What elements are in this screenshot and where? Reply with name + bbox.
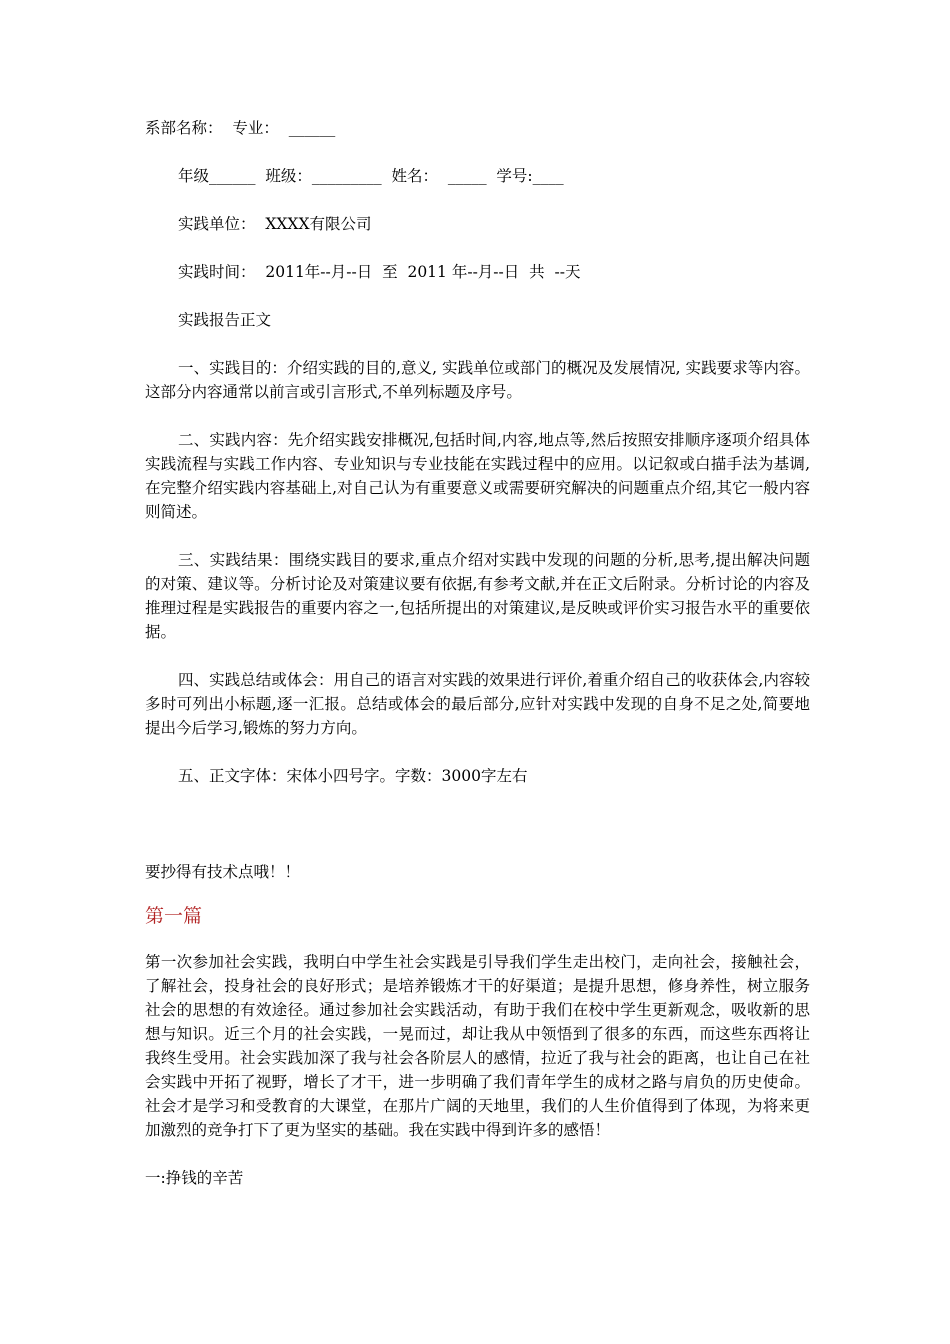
document-page <box>145 116 810 1190</box>
instruction-purpose: 一、实践目的：介绍实践的目的,意义, 实践单位或部门的概况及发展情况, 实践要求等内容。这部分内容通常以前言或引言形式,不单列标题及序号。 <box>145 359 810 401</box>
article-paragraph: 第一次参加社会实践，我明白中学生社会实践是引导我们学生走出校门，走向社会，接触社会，了解社会，投身社会的良好形式；是培养锻炼才干的好渠道；是提升思想，修身养性，树立服务社会的思想的有效途径。通过参加社会实践活动，有助于我们在校中学生更新观念，吸收新的思想与知识。近三个月的社会实践，一晃而过，却让我从中领悟到了很多的东西，而这些东西将让我终生受用。社会实践加深了我与社会各阶层人的感情，拉近了我与社会的距离，也让自己在社会实践中开拓了视野，增长了才干，进一步明确了我们青年学生的成材之路与肩负的历史使命。社会才是学习和受教育的大课堂，在那片广阔的天地里，我们的人生价值得到了体现，为将来更加激烈的竞争打下了更为坚实的基础。我在实践中得到许多的感悟！ <box>145 953 810 1139</box>
practice-unit-field: 实践单位： XXXX有限公司 <box>178 215 372 233</box>
department-major-field: 系部名称： 专业： ______ <box>145 119 336 137</box>
instruction-font: 五、正文字体：宋体小四号字。字数：3000字左右 <box>178 767 528 785</box>
section-heading: 第一篇 <box>145 905 203 927</box>
practice-time-field: 实践时间： 2011年--月--日 至 2011 年--月--日 共 --天 <box>178 263 581 281</box>
grade-class-name-id-field: 年级______ 班级：_________ 姓名： _____ 学号:____ <box>178 167 564 185</box>
note-line: 要抄得有技术点哦！！ <box>145 863 301 881</box>
subheading: 一:挣钱的辛苦 <box>145 1169 244 1187</box>
instruction-content: 二、实践内容：先介绍实践安排概况,包括时间,内容,地点等,然后按照安排顺序逐项介绍具体实践流程与实践工作内容、专业知识与专业技能在实践过程中的应用。以记叙或白描手法为基调,在完整介绍实践内容基础上,对自己认为有重要意义或需要研究解决的问题重点介绍,其它一般内容则简述。 <box>145 431 810 521</box>
instruction-results: 三、实践结果：围绕实践目的要求,重点介绍对实践中发现的问题的分析,思考,提出解决问题的对策、建议等。分析讨论及对策建议要有依据,有参考文献,并在正文后附录。分析讨论的内容及推理过程是实践报告的重要内容之一,包括所提出的对策建议,是反映或评价实习报告水平的重要依据。 <box>145 551 810 641</box>
instruction-summary: 四、实践总结或体会：用自己的语言对实践的效果进行评价,着重介绍自己的收获体会,内容较多时可列出小标题,逐一汇报。总结或体会的最后部分,应针对实践中发现的自身不足之处,简要地提出今后学习,锻炼的努力方向。 <box>145 671 810 737</box>
report-body-title: 实践报告正文 <box>178 311 272 329</box>
